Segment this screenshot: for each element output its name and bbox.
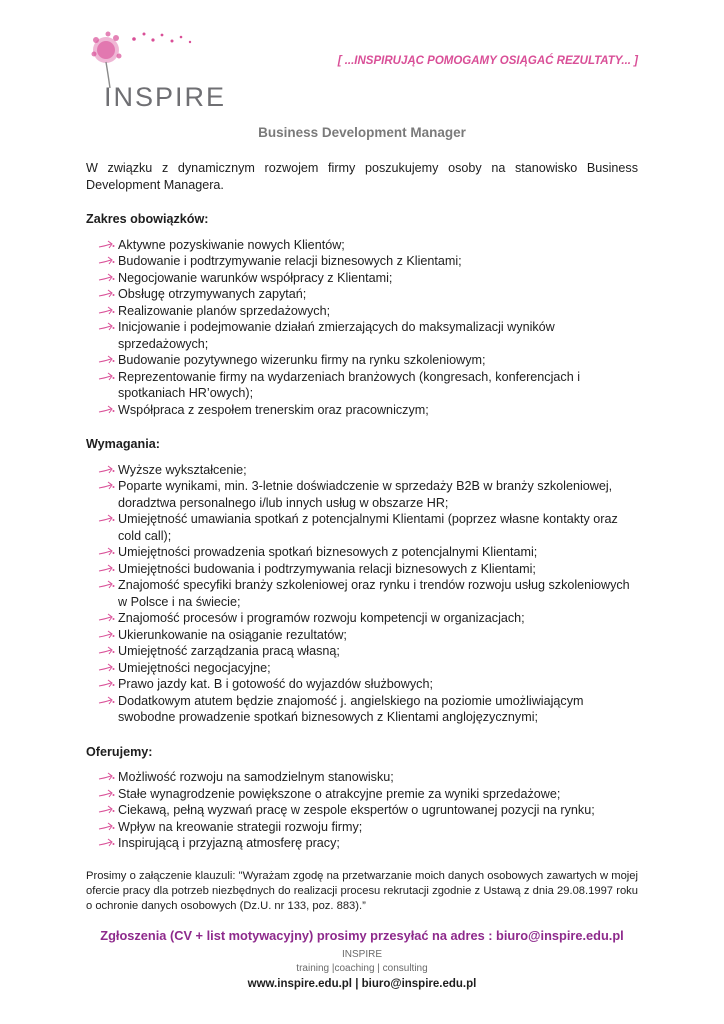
list-item-text: Dodatkowym atutem będzie znajomość j. angielskiego na poziomie umożliwiającym swobodne prowadzenie spotkań biznesowych z Klientami anglojęzycznymi; [118, 693, 584, 724]
list-item [86, 786, 638, 803]
arrow-bullet-icon [98, 805, 116, 815]
arrow-bullet-icon [98, 256, 116, 266]
arrow-bullet-icon [98, 696, 116, 706]
list-item [86, 802, 638, 819]
list-item [86, 478, 638, 511]
arrow-bullet-icon [98, 306, 116, 316]
list-item [86, 253, 638, 270]
list-item [86, 352, 638, 369]
list-item-text: Realizowanie planów sprzedażowych; [118, 303, 331, 318]
arrow-bullet-icon [98, 580, 116, 590]
footer-services: training |coaching | consulting [296, 963, 428, 974]
list-item [86, 627, 638, 644]
list-item [86, 462, 638, 479]
list-item-text: Poparte wynikami, min. 3-letnie doświadczenie w sprzedaży B2B w branży szkoleniowej, doradztwa personalnego i/lub innych usług w obszarze HR; [118, 479, 613, 510]
list-item [86, 577, 638, 610]
offer-list [86, 769, 638, 852]
list-item [86, 303, 638, 320]
arrow-bullet-icon [98, 465, 116, 475]
arrow-bullet-icon [98, 322, 116, 332]
list-item-text: Znajomość specyfiki branży szkoleniowej oraz rynku i trendów rozwoju usług szkoleniowych w Polsce i na świecie; [118, 578, 630, 609]
list-item [86, 643, 638, 660]
application-info: Zgłoszenia (CV + list motywacyjny) prosimy przesyłać na adres : biuro@inspire.edu.pl [100, 927, 624, 943]
list-item-text: Możliwość rozwoju na samodzielnym stanowisku; [118, 770, 394, 784]
job-intro: W związku z dynamicznym rozwojem firmy poszukujemy osoby na stanowisko Business Development Managera. [86, 161, 638, 192]
arrow-bullet-icon [98, 822, 116, 832]
list-item-text: Budowanie i podtrzymywanie relacji biznesowych z Klientami; [118, 254, 462, 268]
arrow-bullet-icon [98, 372, 116, 382]
arrow-bullet-icon [98, 630, 116, 640]
list-item [86, 237, 638, 254]
inspire-logo [86, 22, 236, 112]
arrow-bullet-icon [98, 679, 116, 689]
company-tagline: [ ...INSPIRUJĄC POMOGAMY OSIĄGAĆ REZULTATY... ] [337, 55, 638, 67]
list-item-text: Budowanie pozytywnego wizerunku firmy na rynku szkoleniowym; [118, 353, 486, 367]
list-item-text: Reprezentowanie firmy na wydarzeniach branżowych (kongresach, konferencjach i spotkaniach HR’owych); [118, 369, 581, 400]
list-item-text: Umiejętność zarządzania pracą własną; [118, 644, 340, 658]
list-item-text: Negocjowanie warunków współpracy z Klientami; [118, 270, 393, 285]
list-item [86, 270, 638, 287]
arrow-bullet-icon [98, 564, 116, 574]
arrow-bullet-icon [98, 789, 116, 799]
list-item [86, 835, 638, 852]
list-item-text: Ciekawą, pełną wyzwań pracę w zespole ekspertów o ugruntowanej pozycji na rynku; [118, 803, 595, 817]
arrow-bullet-icon [98, 772, 116, 782]
list-item [86, 286, 638, 303]
list-item-text: Inicjowanie i podejmowanie działań zmierzających do maksymalizacji wyników sprzedażowych; [118, 320, 555, 351]
list-item-text: Prawo jazdy kat. B i gotowość do wyjazdów służbowych; [118, 677, 433, 691]
requirements-list [86, 462, 638, 726]
arrow-bullet-icon [98, 663, 116, 673]
duties-list [86, 237, 638, 419]
arrow-bullet-icon [98, 240, 116, 250]
list-item [86, 769, 638, 786]
list-item [86, 693, 638, 726]
list-item [86, 544, 638, 561]
list-item-text: Inspirującą i przyjazną atmosferę pracy; [118, 836, 340, 850]
arrow-bullet-icon [98, 514, 116, 524]
duties-heading: Zakres obowiązków: [86, 212, 209, 226]
list-item-text: Ukierunkowanie na osiąganie rezultatów; [118, 627, 347, 642]
data-consent-clause: Prosimy o załączenie klauzuli: "Wyrażam zgodę na przetwarzanie moich danych osobowych zawartych w mojej ofercie pracy dla potrzeb niezbędnych do realizacji procesu rekrutacji zgodnie z Ustawą z dnia 29.08.1997 roku o ochronie danych osobowych (Dz.U. nr 133, poz. 883).” [86, 869, 638, 912]
list-item [86, 610, 638, 627]
list-item-text: Stałe wynagrodzenie powiększone o atrakcyjne premie za wyniki sprzedażowe; [118, 786, 561, 801]
list-item [86, 319, 638, 352]
list-item-text: Umiejętność umawiania spotkań z potencjalnymi Klientami (poprzez własne kontakty oraz cold call); [118, 512, 618, 543]
arrow-bullet-icon [98, 613, 116, 623]
arrow-bullet-icon [98, 289, 116, 299]
job-content [86, 160, 638, 944]
arrow-bullet-icon [98, 405, 116, 415]
list-item-text: Umiejętności prowadzenia spotkań biznesowych z potencjalnymi Klientami; [118, 545, 538, 559]
offer-heading: Oferujemy: [86, 744, 153, 759]
list-item-text: Umiejętności negocjacyjne; [118, 660, 271, 675]
list-item [86, 819, 638, 836]
list-item [86, 561, 638, 578]
list-item-text: Umiejętności budowania i podtrzymywania relacji biznesowych z Klientami; [118, 561, 536, 576]
footer-company: INSPIRE [341, 949, 382, 960]
list-item-text: Obsługę otrzymywanych zapytań; [118, 287, 307, 301]
footer-links[interactable]: www.inspire.edu.pl | biuro@inspire.edu.pl [247, 978, 477, 990]
list-item-text: Aktywne pozyskiwanie nowych Klientów; [118, 237, 345, 252]
arrow-bullet-icon [98, 646, 116, 656]
list-item [86, 511, 638, 544]
requirements-heading: Wymagania: [86, 437, 160, 451]
list-item [86, 402, 638, 419]
list-item [86, 660, 638, 677]
arrow-bullet-icon [98, 838, 116, 848]
list-item-text: Wyższe wykształcenie; [118, 462, 247, 477]
list-item-text: Współpraca z zespołem trenerskim oraz pracowniczym; [118, 402, 429, 417]
job-title: Business Development Manager [258, 125, 466, 140]
list-item-text: Znajomość procesów i programów rozwoju kompetencji w organizacjach; [118, 611, 525, 625]
list-item [86, 676, 638, 693]
list-item [86, 369, 638, 402]
page-footer [0, 948, 724, 991]
arrow-bullet-icon [98, 273, 116, 283]
arrow-bullet-icon [98, 481, 116, 491]
list-item-text: Wpływ na kreowanie strategii rozwoju firmy; [118, 819, 363, 834]
logo-wordmark: INSPIRE [104, 82, 227, 112]
arrow-bullet-icon [98, 547, 116, 557]
arrow-bullet-icon [98, 355, 116, 365]
